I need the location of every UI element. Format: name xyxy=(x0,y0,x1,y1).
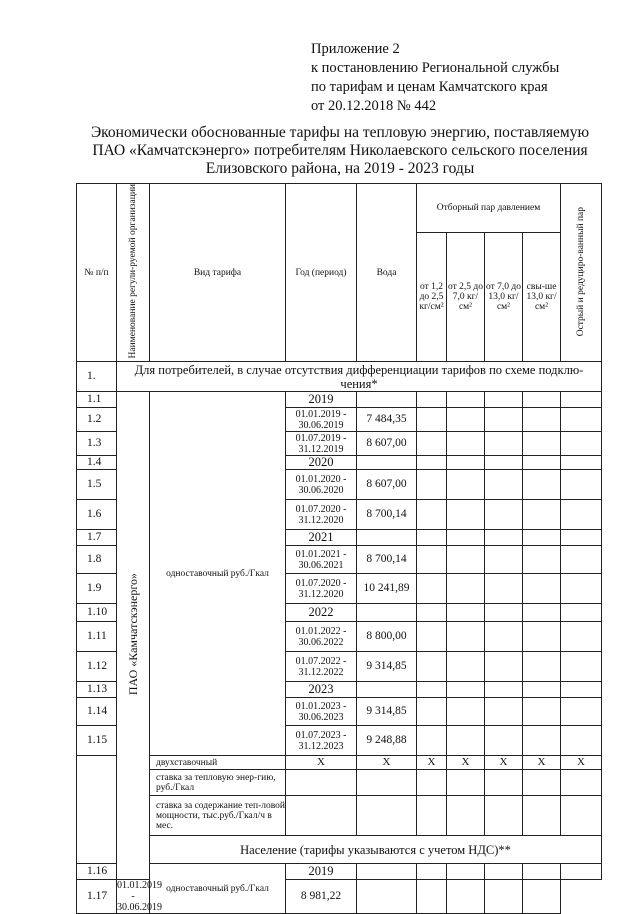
water-cell: 9 314,85 xyxy=(357,698,417,726)
water-cell: 9 248,88 xyxy=(357,726,417,756)
row-num: 1.14 xyxy=(77,698,117,726)
row-num: 1.5 xyxy=(77,470,117,500)
period-cell: 2023 xyxy=(286,682,357,698)
header-num: № п/п xyxy=(77,184,117,362)
period-cell: 01.07.2023 - 31.12.2023 xyxy=(286,726,357,756)
row-num: 1.4 xyxy=(77,456,117,470)
org-name: ПАО «Камчатскэнерго» xyxy=(125,573,140,696)
rate-energy-label: ставка за тепловую энер-гию, руб./Гкал xyxy=(150,770,286,796)
x-mark: Х xyxy=(485,756,523,770)
period-cell: 01.07.2022 - 31.12.2022 xyxy=(286,652,357,682)
header-tariff-type: Вид тарифа xyxy=(150,184,286,362)
pop-one-part-label: одноставочный руб./Гкал xyxy=(150,864,286,914)
header-org-label: Наименование регули-руемой организации xyxy=(127,184,138,359)
org-cell xyxy=(117,392,150,880)
water-cell: 7 484,35 xyxy=(357,408,417,432)
period-cell: 01.07.2020 - 31.12.2020 xyxy=(286,574,357,604)
water-cell xyxy=(357,864,417,880)
x-mark: Х xyxy=(523,756,561,770)
appendix-line-4: от 20.12.2018 № 442 xyxy=(311,98,437,114)
x-mark: Х xyxy=(561,756,602,770)
row-num: 1.12 xyxy=(77,652,117,682)
row-num: 1.3 xyxy=(77,432,117,456)
period-cell: 2019 xyxy=(286,864,357,880)
water-cell xyxy=(357,604,417,622)
header-water: Вода xyxy=(357,184,417,362)
water-cell: 8 607,00 xyxy=(357,432,417,456)
one-part-label: одноставочный руб./Гкал xyxy=(166,569,269,580)
title-line-3: Елизовского района, на 2019 - 2023 годы xyxy=(205,160,475,177)
water-cell: 8 607,00 xyxy=(357,470,417,500)
water-cell xyxy=(357,456,417,470)
period-cell: 2020 xyxy=(286,456,357,470)
one-part-cell xyxy=(150,392,286,756)
period-cell: 2021 xyxy=(286,530,357,546)
tariff-table xyxy=(76,183,602,914)
header-p2: от 2,5 до 7,0 кг/см² xyxy=(447,232,485,362)
x-mark: Х xyxy=(286,756,357,770)
row-num: 1.15 xyxy=(77,726,117,756)
row-num: 1.10 xyxy=(77,604,117,622)
period-cell: 2022 xyxy=(286,604,357,622)
section-population: Население (тарифы указываются с учетом НДС)** xyxy=(150,836,602,864)
row-num: 1.7 xyxy=(77,530,117,546)
water-cell: 8 800,00 xyxy=(357,622,417,652)
title-line-2: ПАО «Камчатскэнерго» потребителям Николаевского сельского поселения xyxy=(92,142,588,159)
water-cell: 8 700,14 xyxy=(357,546,417,574)
header-p3: от 7,0 до 13,0 кг/см² xyxy=(485,232,523,362)
blank-num-cell xyxy=(77,756,117,864)
appendix-line-2: к постановлению Региональной службы xyxy=(311,60,560,76)
row-num: 1.1 xyxy=(77,392,117,408)
water-cell xyxy=(357,530,417,546)
row-num: 1.13 xyxy=(77,682,117,698)
document-title xyxy=(60,124,620,178)
appendix-block xyxy=(311,40,559,116)
title-line-1: Экономически обоснованные тарифы на тепловую энергию, поставляемую xyxy=(90,124,590,141)
period-cell: 01.07.2019 - 31.12.2019 xyxy=(286,432,357,456)
row-num: 1.11 xyxy=(77,622,117,652)
water-cell xyxy=(357,392,417,408)
period-cell: 01.01.2021 - 30.06.2021 xyxy=(286,546,357,574)
appendix-line-3: по тарифам и ценам Камчатского края xyxy=(311,79,548,95)
rate-capacity-label: ставка за содержание теп-ловой мощности, тыс.руб./Гкал/ч в мес. xyxy=(150,796,286,836)
x-mark: Х xyxy=(447,756,485,770)
period-cell: 01.01.2020 - 30.06.2020 xyxy=(286,470,357,500)
row-num: 1.16 xyxy=(77,864,117,880)
x-mark: Х xyxy=(417,756,447,770)
period-cell: 01.01.2019 - 30.06.2019 xyxy=(286,408,357,432)
header-steam: Отборный пар давлением xyxy=(417,184,561,233)
period-cell: 01.01.2019 - 30.06.2019 xyxy=(117,880,162,914)
section-1-num: 1. xyxy=(77,362,117,392)
period-cell: 01.01.2023 - 30.06.2023 xyxy=(286,698,357,726)
row-num: 1.6 xyxy=(77,500,117,530)
section-1-text: Для потребителей, в случае отсутствия дифференциации тарифов по схеме подклю-чения* xyxy=(117,362,602,392)
row-num: 1.9 xyxy=(77,574,117,604)
header-sharp-label: Острый и редуциро-ванный пар xyxy=(575,206,586,336)
row-num: 1.8 xyxy=(77,546,117,574)
row-num: 1.2 xyxy=(77,408,117,432)
appendix-line-1: Приложение 2 xyxy=(311,41,400,57)
row-num: 1.17 xyxy=(77,880,117,914)
water-cell: 10 241,89 xyxy=(357,574,417,604)
period-cell: 2019 xyxy=(286,392,357,408)
water-cell: 8 700,14 xyxy=(357,500,417,530)
water-cell: 8 981,22 xyxy=(286,880,357,914)
x-mark: Х xyxy=(357,756,417,770)
header-p1: от 1,2 до 2,5 кг/см² xyxy=(417,232,447,362)
period-cell: 01.07.2020 - 31.12.2020 xyxy=(286,500,357,530)
water-cell: 9 314,85 xyxy=(357,652,417,682)
two-part-label: двухставочный xyxy=(150,756,286,770)
header-p4: свы-ше 13,0 кг/см² xyxy=(523,232,561,362)
header-org xyxy=(117,184,150,362)
water-cell xyxy=(357,682,417,698)
period-cell: 01.01.2022 - 30.06.2022 xyxy=(286,622,357,652)
header-sharp xyxy=(561,184,602,362)
header-year: Год (период) xyxy=(286,184,357,362)
